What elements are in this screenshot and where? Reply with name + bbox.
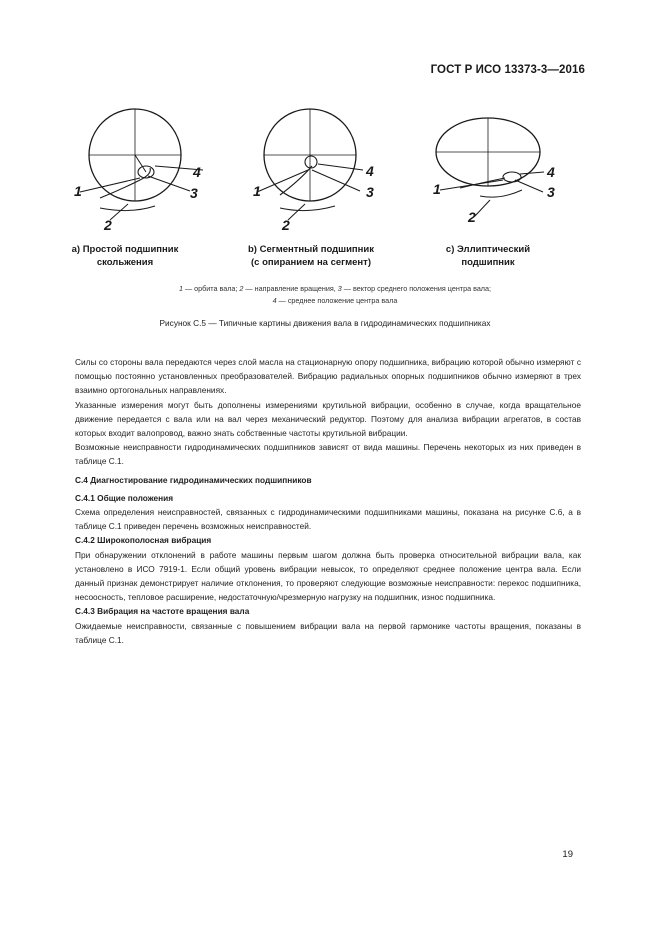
paragraph: Схема определения неисправностей, связанных с гидродинамическими подшипниками машины, показана на рисунке С.6, а в таблице С.1 приведен перечень возможных неисправностей.: [75, 507, 581, 532]
figure-title: Рисунок С.5 — Типичные картины движения вала в гидродинамических подшипниках: [159, 318, 491, 328]
section-heading-c41: С.4.1 Общие положения: [75, 492, 174, 503]
label-b-4: 4: [366, 163, 374, 179]
label-c-1: 1: [433, 181, 441, 197]
label-a-3: 3: [190, 185, 198, 201]
label-b-3: 3: [366, 184, 374, 200]
figure-legend-line2: 4 — среднее положение центра вала: [272, 296, 398, 305]
label-b-2: 2: [282, 217, 290, 233]
document-code: ГОСТ Р ИСО 13373-3—2016: [430, 64, 585, 76]
caption-b: b) Сегментный подшипник (с опиранием на сегмент): [247, 244, 374, 268]
section-heading-c43: С.4.3 Вибрация на частоте вращения вала: [75, 606, 250, 617]
label-c-2: 2: [468, 209, 476, 225]
paragraph: Ожидаемые неисправности, связанные с повышением вибрации вала на первой гармонике частоты вращения, показаны в таблице С.1.: [75, 620, 581, 645]
paragraph: Возможные неисправности гидродинамических подшипников зависят от вида машины. Перечень некоторых из них приведен в таблице С.1.: [75, 442, 581, 467]
page-number: 19: [562, 849, 573, 860]
label-c-4: 4: [547, 164, 555, 180]
diagram-b: [257, 109, 363, 220]
paragraph: Силы со стороны вала передаются через слой масла на стационарную опору подшипника, вибрацию которой обычно измеряют с помощью постоянно установленных преобразователей. Вибрацию радиальных опорных подшипников обычно измеряют в трех взаимно ортогональных направлениях.: [75, 357, 581, 396]
paragraph: При обнаружении отклонений в работе машины первым шагом должна быть проверка относительной вибрации вала, как установлено в ИСО 7919-1. Если общий уровень вибрации невысок, то определяют среднее положение центра вала. Если данный признак демонстрирует наличие отклонения, то проверяют следующие возможные неисправности: перекос подшипника, несоосность, тепловое расширение, недостаточную/чрезмерную нагрузку на подшипник, износ подшипника.: [75, 549, 581, 603]
label-a-2: 2: [104, 217, 112, 233]
section-heading-c42: С.4.2 Широкополосная вибрация: [75, 535, 212, 546]
figure-legend-line1: 1 — орбита вала; 2 — направление вращения, 3 — вектор среднего положения центра вала;: [178, 284, 491, 293]
label-a-1: 1: [74, 183, 82, 199]
label-b-1: 1: [253, 183, 261, 199]
label-a-4: 4: [193, 164, 201, 180]
caption-a: a) Простой подшипник скольжения: [71, 244, 179, 268]
label-c-3: 3: [547, 184, 555, 200]
diagram-a: [80, 109, 203, 220]
bearing-orbit-diagram: [60, 100, 600, 235]
body-text: [75, 355, 581, 647]
diagram-c: [436, 118, 544, 216]
caption-c: с) Эллиптический подшипник: [445, 244, 531, 268]
paragraph: Указанные измерения могут быть дополнены измерениями крутильной вибрации, особенно в случае, когда вращательное движение передается с вала или на вал через механический редуктор. Поэтому для анализа вибрации агрегатов, в состав которых входит валопровод, важно знать собственные частоты крутильной вибрации.: [75, 399, 581, 439]
section-heading-c4: С.4 Диагностирование гидродинамических подшипников: [75, 474, 312, 485]
